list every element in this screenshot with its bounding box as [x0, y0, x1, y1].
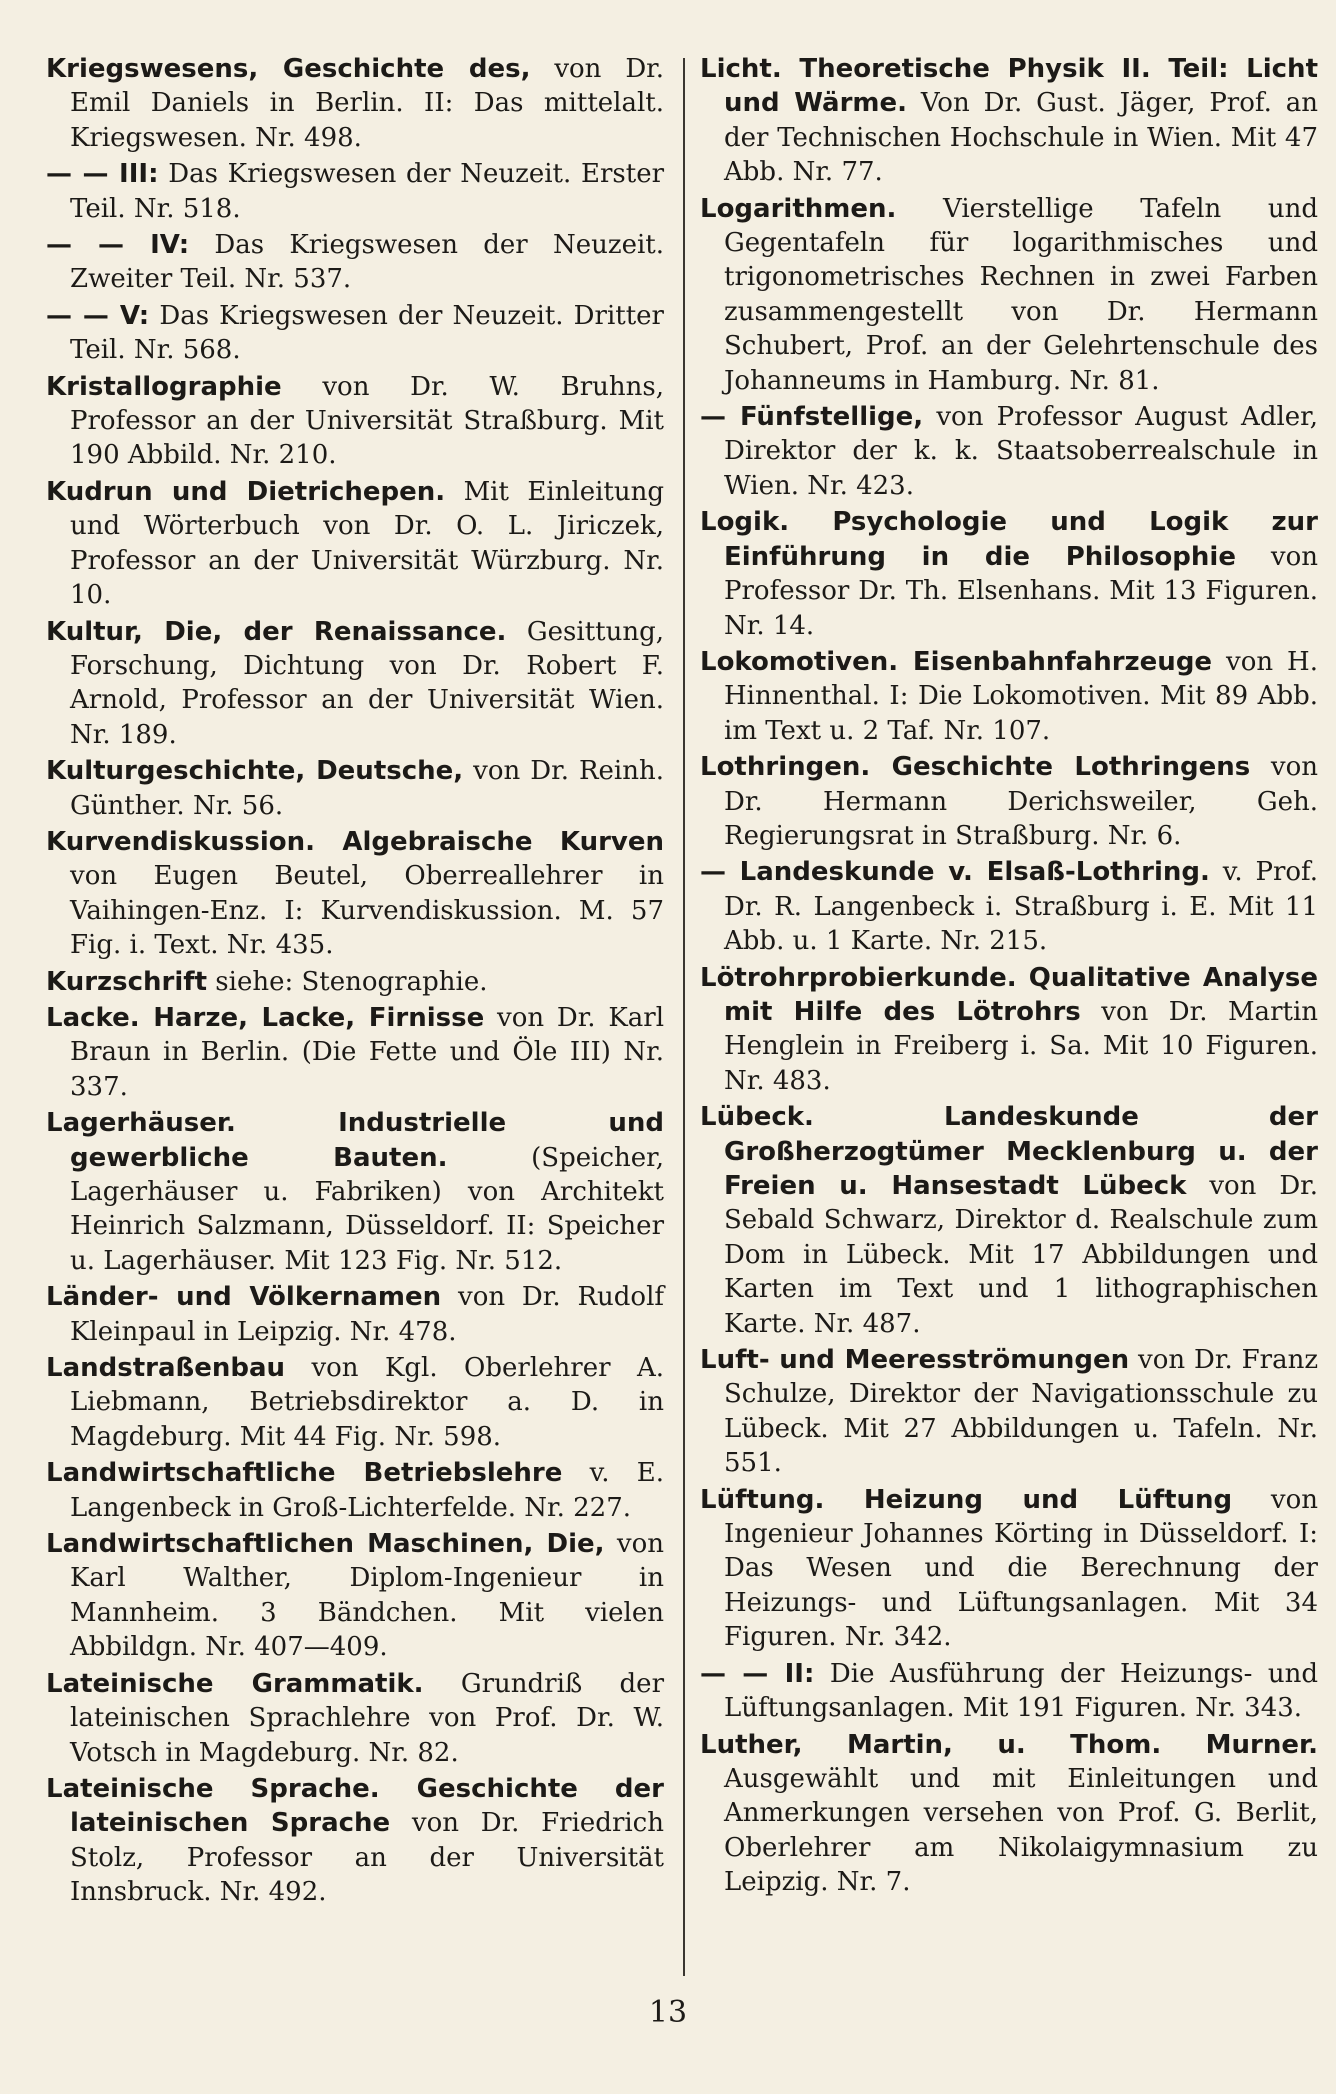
entry-heading: Lübeck. Landeskunde der Großherzogtümer Mecklenburg u. der Freien u. Hansestadt Lübeck: [700, 1102, 1318, 1201]
entry-text: Das Kriegswesen der Neuzeit. Erster Teil. Nr. 518.: [70, 159, 665, 224]
entry-luft-meeresstroemungen: [700, 1343, 1318, 1481]
entry-landw-maschinen: [46, 1527, 664, 1665]
entry-heading: Kudrun und Dietrichepen.: [46, 476, 446, 507]
entry-heading: — Landeskunde v. Elsaß-Lothring.: [700, 857, 1210, 888]
entry-text: Vierstellige Tafeln und Gegentafeln für logarithmisches und trigonometrisches Rechnen in zwei Farben zusammengestellt von Dr. Hermann Schubert, Prof. an der Gelehrtenschule des Johanneums in Hamburg. Nr. 81.: [724, 193, 1319, 396]
entry-text: von Eugen Beutel, Oberreallehrer in Vaihingen-Enz. I: Kurvendiskussion. M. 57 Fig. i. Text. Nr. 435.: [70, 861, 664, 961]
entry-heading: — Fünfstellige,: [700, 402, 924, 433]
entry-heading: Logarithmen.: [700, 193, 897, 224]
entry-kriegswesens-3: [46, 157, 664, 226]
entry-licht: [700, 52, 1318, 190]
entry-text: Das Kriegswesen der Neuzeit. Zweiter Teil. Nr. 537.: [70, 230, 664, 295]
entry-heading: Landstraßenbau: [46, 1353, 286, 1384]
entry-text: von Dr. Hermann Derichsweiler, Geh. Regierungsrat in Straßburg. Nr. 6.: [724, 752, 1318, 851]
entry-heading: — — II:: [700, 1658, 815, 1689]
entry-loetrohrprobierkunde: [700, 961, 1318, 1099]
entry-text: von Professor Dr. Th. Elsenhans. Mit 13 Figuren. Nr. 14.: [724, 541, 1318, 641]
entry-heading: Lüftung. Heizung und Lüftung: [700, 1484, 1233, 1515]
entry-heading: Lokomotiven. Eisenbahnfahrzeuge: [700, 646, 1213, 677]
entry-text: Ausgewählt und mit Einleitungen und Anmerkungen versehen von Prof. G. Berlit, Oberlehrer am Nikolaigymnasium zu Leipzig. Nr. 7.: [724, 1763, 1318, 1898]
entry-heading: Lothringen. Geschichte Lothringens: [700, 752, 1251, 783]
entry-text: von Kgl. Oberlehrer A. Liebmann, Betriebsdirektor a. D. in Magdeburg. Mit 44 Fig. Nr. 598.: [70, 1353, 664, 1452]
entry-text: von Dr. Emil Daniels in Berlin. II: Das mittelalt. Kriegswesen. Nr. 498.: [70, 54, 664, 153]
entry-kudrun: [46, 475, 664, 613]
entry-text: von H. Hinnenthal. I: Die Lokomotiven. Mit 89 Abb. im Text u. 2 Taf. Nr. 107.: [724, 646, 1318, 746]
entry-heading: Kristallographie: [46, 371, 282, 402]
entry-kriegswesens-5: [46, 299, 664, 368]
entry-heading: Lötrohrprobierkunde. Qualitative Analyse mit Hilfe des Lötrohrs: [700, 962, 1318, 1027]
entry-logik: [700, 505, 1318, 643]
entry-lokomotiven: [700, 645, 1318, 748]
entry-lueftung-2: [700, 1657, 1318, 1726]
entry-kriegswesens: [46, 52, 664, 155]
entry-text: v. Prof. Dr. R. Langenbeck i. Straßburg i. E. Mit 11 Abb. u. 1 Karte. Nr. 215.: [724, 857, 1319, 957]
entry-text: Das Kriegswesen der Neuzeit. Dritter Teil. Nr. 568.: [70, 300, 664, 366]
entry-heading: Logik. Psychologie und Logik zur Einführung in die Philosophie: [700, 507, 1318, 572]
entry-lueftung: [700, 1483, 1318, 1655]
entry-heading: Lateinische Sprache. Geschichte der lateinischen Sprache: [46, 1773, 664, 1839]
entry-kurzschrift: [46, 965, 664, 999]
entry-lothringen: [700, 750, 1318, 853]
entry-text: von Dr. W. Bruhns, Professor an der Universität Straßburg. Mit 190 Abbild. Nr. 210.: [70, 371, 664, 471]
entry-heading: — — IV:: [46, 230, 190, 261]
right-column: [700, 52, 1318, 1902]
column-divider: [683, 58, 685, 1976]
entry-text: siehe: Stenographie.: [215, 966, 488, 997]
entry-heading: Länder- und Völkernamen: [46, 1282, 442, 1313]
page-number: 13: [648, 1995, 688, 2030]
entry-fuenfstellige: [700, 400, 1318, 503]
entry-kultur-renaissance: [46, 615, 664, 753]
entry-luebeck: [700, 1100, 1318, 1341]
entry-heading: Lagerhäuser. Industrielle und gewerbliche Bauten.: [46, 1108, 664, 1173]
entry-text: v. E. Langenbeck in Groß-Lichterfelde. Nr. 227.: [70, 1458, 664, 1523]
entry-heading: Kriegswesens, Geschichte des,: [46, 54, 531, 84]
entry-kurvendiskussion: [46, 825, 664, 963]
entry-laender-voelkernamen: [46, 1280, 664, 1349]
entry-kulturgeschichte: [46, 754, 664, 823]
entry-kristallographie: [46, 370, 664, 473]
entry-lacke: [46, 1001, 664, 1104]
entry-heading: Luft- und Meeresströmungen: [700, 1345, 1130, 1376]
entry-heading: Licht. Theoretische Physik II. Teil: Licht und Wärme.: [700, 54, 1318, 119]
entry-text: Von Dr. Gust. Jäger, Prof. an der Technischen Hochschule in Wien. Mit 47 Abb. Nr. 77.: [724, 88, 1318, 188]
entry-logarithmen: [700, 192, 1318, 398]
entry-lateinische-sprache: [46, 1772, 664, 1910]
entry-text: von Dr. Rudolf Kleinpaul in Leipzig. Nr. 478.: [70, 1282, 665, 1347]
entry-heading: — — V:: [46, 300, 150, 331]
entry-heading: Kulturgeschichte, Deutsche,: [46, 756, 464, 787]
entry-text: von Karl Walther, Diplom-Ingenieur in Mannheim. 3 Bändchen. Mit vielen Abbildgn. Nr. 407—409.: [70, 1529, 664, 1663]
entry-heading: Lacke. Harze, Lacke, Firnisse: [46, 1002, 485, 1033]
entry-lateinische-grammatik: [46, 1667, 664, 1770]
entry-heading: Lateinische Grammatik.: [46, 1668, 424, 1699]
entry-text: von Dr. Martin Henglein in Freiberg i. Sa. Mit 10 Figuren. Nr. 483.: [724, 996, 1318, 1096]
entry-landw-betriebslehre: [46, 1456, 664, 1525]
entry-text: Mit Einleitung und Wörterbuch von Dr. O. L. Jiriczek, Professor an der Universität Würzburg. Nr. 10.: [70, 476, 664, 611]
entry-luther-murner: [700, 1728, 1318, 1900]
entry-text: von Ingenieur Johannes Körting in Düsseldorf. I: Das Wesen und die Berechnung der Heizungs- und Lüftungsanlagen. Mit 34 Figuren. Nr. 342.: [724, 1484, 1318, 1653]
entry-text: von Dr. Reinh. Günther. Nr. 56.: [70, 756, 664, 821]
entry-elsass-lothringen: [700, 855, 1318, 958]
entry-lagerhaeuser: [46, 1106, 664, 1278]
entry-text: von Dr. Karl Braun in Berlin. (Die Fette und Öle III) Nr. 337.: [70, 1002, 665, 1102]
entry-text: Die Ausführung der Heizungs- und Lüftungsanlagen. Mit 191 Figuren. Nr. 343.: [724, 1658, 1319, 1724]
entry-text: von Professor August Adler, Direktor der k. k. Staatsoberrealschule in Wien. Nr. 423.: [724, 402, 1319, 501]
entry-text: von Dr. Sebald Schwarz, Direktor d. Realschule zum Dom in Lübeck. Mit 17 Abbildungen und Karten im Text und 1 lithographischen Karte. Nr. 487.: [724, 1171, 1318, 1339]
entry-heading: Luther, Martin, u. Thom. Murner.: [700, 1729, 1318, 1760]
entry-text: von Dr. Friedrich Stolz, Professor an der Universität Innsbruck. Nr. 492.: [70, 1808, 664, 1908]
entry-landstrassenbau: [46, 1351, 664, 1454]
entry-heading: Landwirtschaftlichen Maschinen, Die,: [46, 1529, 605, 1560]
entry-heading: Landwirtschaftliche Betriebslehre: [46, 1458, 563, 1489]
entry-text: von Dr. Franz Schulze, Direktor der Navigationsschule zu Lübeck. Mit 27 Abbildungen u. Tafeln. Nr. 551.: [724, 1345, 1319, 1479]
entry-text: Grundriß der lateinischen Sprachlehre von Prof. Dr. W. Votsch in Magdeburg. Nr. 82.: [70, 1668, 665, 1768]
left-column: [46, 52, 664, 1912]
entry-heading: Kultur, Die, der Renaissance.: [46, 616, 507, 647]
entry-text: (Speicher, Lagerhäuser u. Fabriken) von Architekt Heinrich Salzmann, Düsseldorf. II: Speicher u. Lagerhäuser. Mit 123 Fig. Nr. 512.: [70, 1142, 664, 1276]
entry-heading: — — III:: [46, 159, 159, 190]
entry-kriegswesens-4: [46, 228, 664, 297]
entry-text: Gesittung, Forschung, Dichtung von Dr. Robert F. Arnold, Professor an der Universität Wien. Nr. 189.: [70, 616, 664, 750]
entry-heading: Kurzschrift: [46, 966, 208, 997]
entry-heading: Kurvendiskussion. Algebraische Kurven: [46, 826, 664, 857]
